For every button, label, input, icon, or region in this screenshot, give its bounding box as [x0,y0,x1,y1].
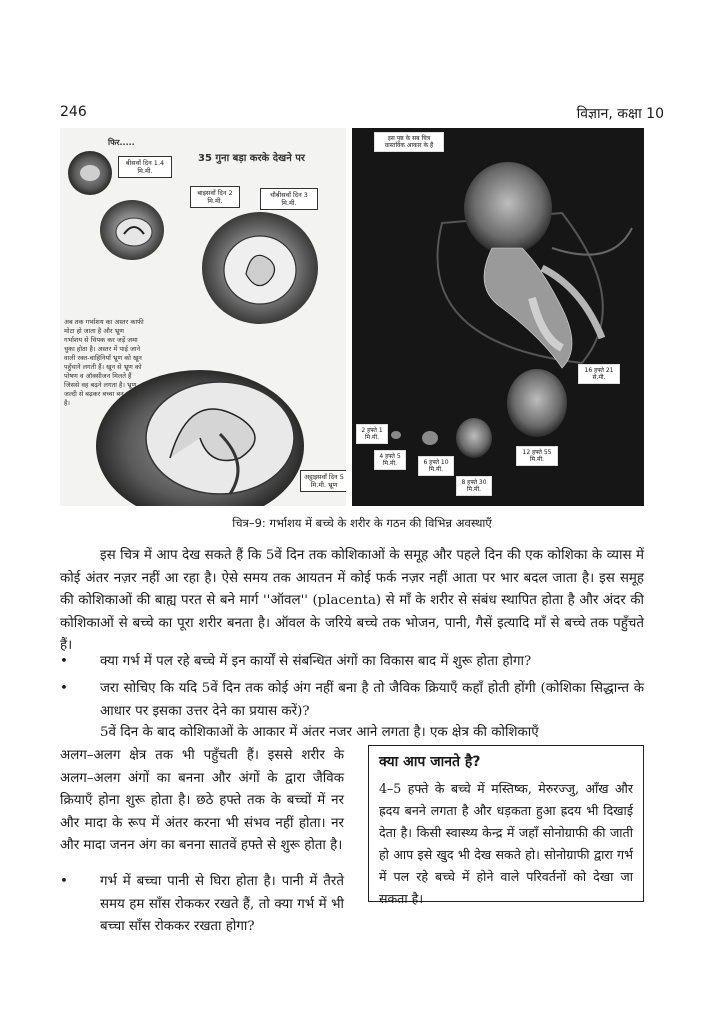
stage-label-6-weeks: 6 हफ्ते 10 मि.मी. [418,456,454,476]
stage-label-day24: चौबीसवाँ दिन 3 मि.मी. [260,188,318,210]
fetus-4-weeks [391,431,401,439]
stage-label-day20: बीसवाँ दिन 1.4 मि.मी. [118,156,172,178]
bullet-symbol: • [60,874,68,889]
stage-label-16-weeks: 16 हफ्ते 21 से.मी. [578,364,620,384]
figure-right-panel [352,128,644,506]
paragraph-1: इस चित्र में आप देख सकते हैं कि 5वें दिन तक कोशिकाओं के समूह और पहले दिन की एक कोशिका के व्यास में कोई अंतर नज़र नहीं आ रहा है। ऐसे समय तक आयतन में कोई फर्क नज़र नहीं आता पर भार बदल जाता है। इस समूह की कोशिकाओं की बाह्य परत से बने मार्ग ''ऑवल'' (placenta) से माँ के शरीर से संबंध स्थापित होता है और अंदर की कोशिकाओं से बच्चे का पूरा शरीर बनता है। ऑवल के जरिये बच्चे तक भोजन, पानी, गैसें इत्यादि माँ से बच्चे तक पहुँचते हैं। [60,548,644,653]
stage-label-8-weeks: 8 हफ्ते 30 मि.मी. [456,476,492,496]
bullet-text-1: क्या गर्भ में पल रहे बच्चे में इन कार्यों से संबन्धित अंगों का विकास बाद में शुरू होता होगा? [100,654,532,669]
figure-right-note: इस पृष्ठ के सब चित्र वास्तविक आकार के हैं [374,132,444,152]
did-you-know-title: क्या आप जानते है? [379,754,481,770]
fetus-16-weeks [464,162,552,254]
fetus-12-weeks [507,369,567,437]
figure-left-title: 35 गुना बड़ा करके देखने पर [198,153,306,164]
did-you-know-text: 4–5 हफ्ते के बच्चे में मस्तिष्क, मेरुरज्जु, आँख और ह्रदय बनने लगता है और धड़कता हुआ ह्रदय भी दिखाई देता है। किसी स्वास्थ्य केन्द्र में जहाँ सोनोग्राफी की जाती हो आप इसे खुद भी देख सकते हो। सोनोग्राफी द्वारा गर्भ में पल रहे बच्चे में होने वाले परिवर्तनों को देखा जा सकता है। [379,781,633,906]
bullet-symbol: • [60,654,68,669]
bullet-text-3: गर्भ में बच्चा पानी से घिरा होता है। पानी में तैरते समय हम साँस रोककर रखते हैं, तो क्या गर्भ में भी बच्चा साँस रोककर रखता होगा? [100,874,344,934]
stage-label-4-weeks: 4 हफ्ते 5 मि.मी. [374,450,406,470]
paragraph-2-line1: 5वें दिन के बाद कोशिकाओं के आकार में अंतर नजर आने लगता है। एक क्षेत्र की कोशिकाएँ [100,725,539,740]
bullet-symbol: • [60,681,68,696]
stage-label-day28: अट्ठाइसवाँ दिन 5 मि.मी. भ्रूण [300,470,346,492]
stage-label-day22: बाइसवाँ दिन 2 मि.मी. [190,186,240,208]
figure-left-panel [60,128,346,506]
page-number: 246 [60,104,87,120]
stage-label-2-weeks: 2 हफ्ते 1 मि.मी. [356,424,388,444]
paragraph-2-rest: अलग–अलग क्षेत्र तक भी पहुँचती हैं। इससे शरीर के अलग–अलग अंगों का बनना और अंगों के द्वारा जैविक क्रियाएँ होना शुरू होता है। छठे हफ्ते तक के बच्चों में नर और मादा के रूप में अंतर करना भी संभव नहीं होता। नर और मादा जनन अंग का बनना सातवें हफ्ते से शुरू होता है। [60,748,344,853]
fetus-8-weeks [456,418,492,458]
fetus-6-weeks [422,431,438,445]
did-you-know-box [368,745,644,906]
figure-tag: फिर..... [108,138,135,147]
bullet-text-2: जरा सोचिए कि यदि 5वें दिन तक कोई अंग नहीं बना है तो जैविक क्रियाएँ कहाँ होती होंगी (कोशिका सिद्धान्त के आधार पर इसका उत्तर देने का प्रयास करें)? [100,681,644,719]
page-header-subject: विज्ञान, कक्षा 10 [576,106,664,122]
figure-caption: चित्र–9: गर्भाशय में बच्चे के शरीर के गठन की विभिन्न अवस्थाएँ [232,516,492,530]
embryo-drawings [60,128,346,506]
stage-label-12-weeks: 12 हफ्ते 55 मि.मी. [516,446,558,466]
figure-left-note: अब तक गर्भाशय का अस्तर काफी मोटा हो जाता है और भ्रूण गर्भाशय से चिपक कर जड़ें जमा चुका होता है। अस्तर में पाई जाने वाली रक्त-वाहिनियाँ भ्रूण को खून पहुँचाने लगती हैं। खून से भ्रूण को पोषण व ऑक्सीजन मिलते हैं जिससे वह बढ़ने लगता है। भ्रूण जल्दी से बढ़कर बच्चा बन जाता है। [64,318,144,407]
